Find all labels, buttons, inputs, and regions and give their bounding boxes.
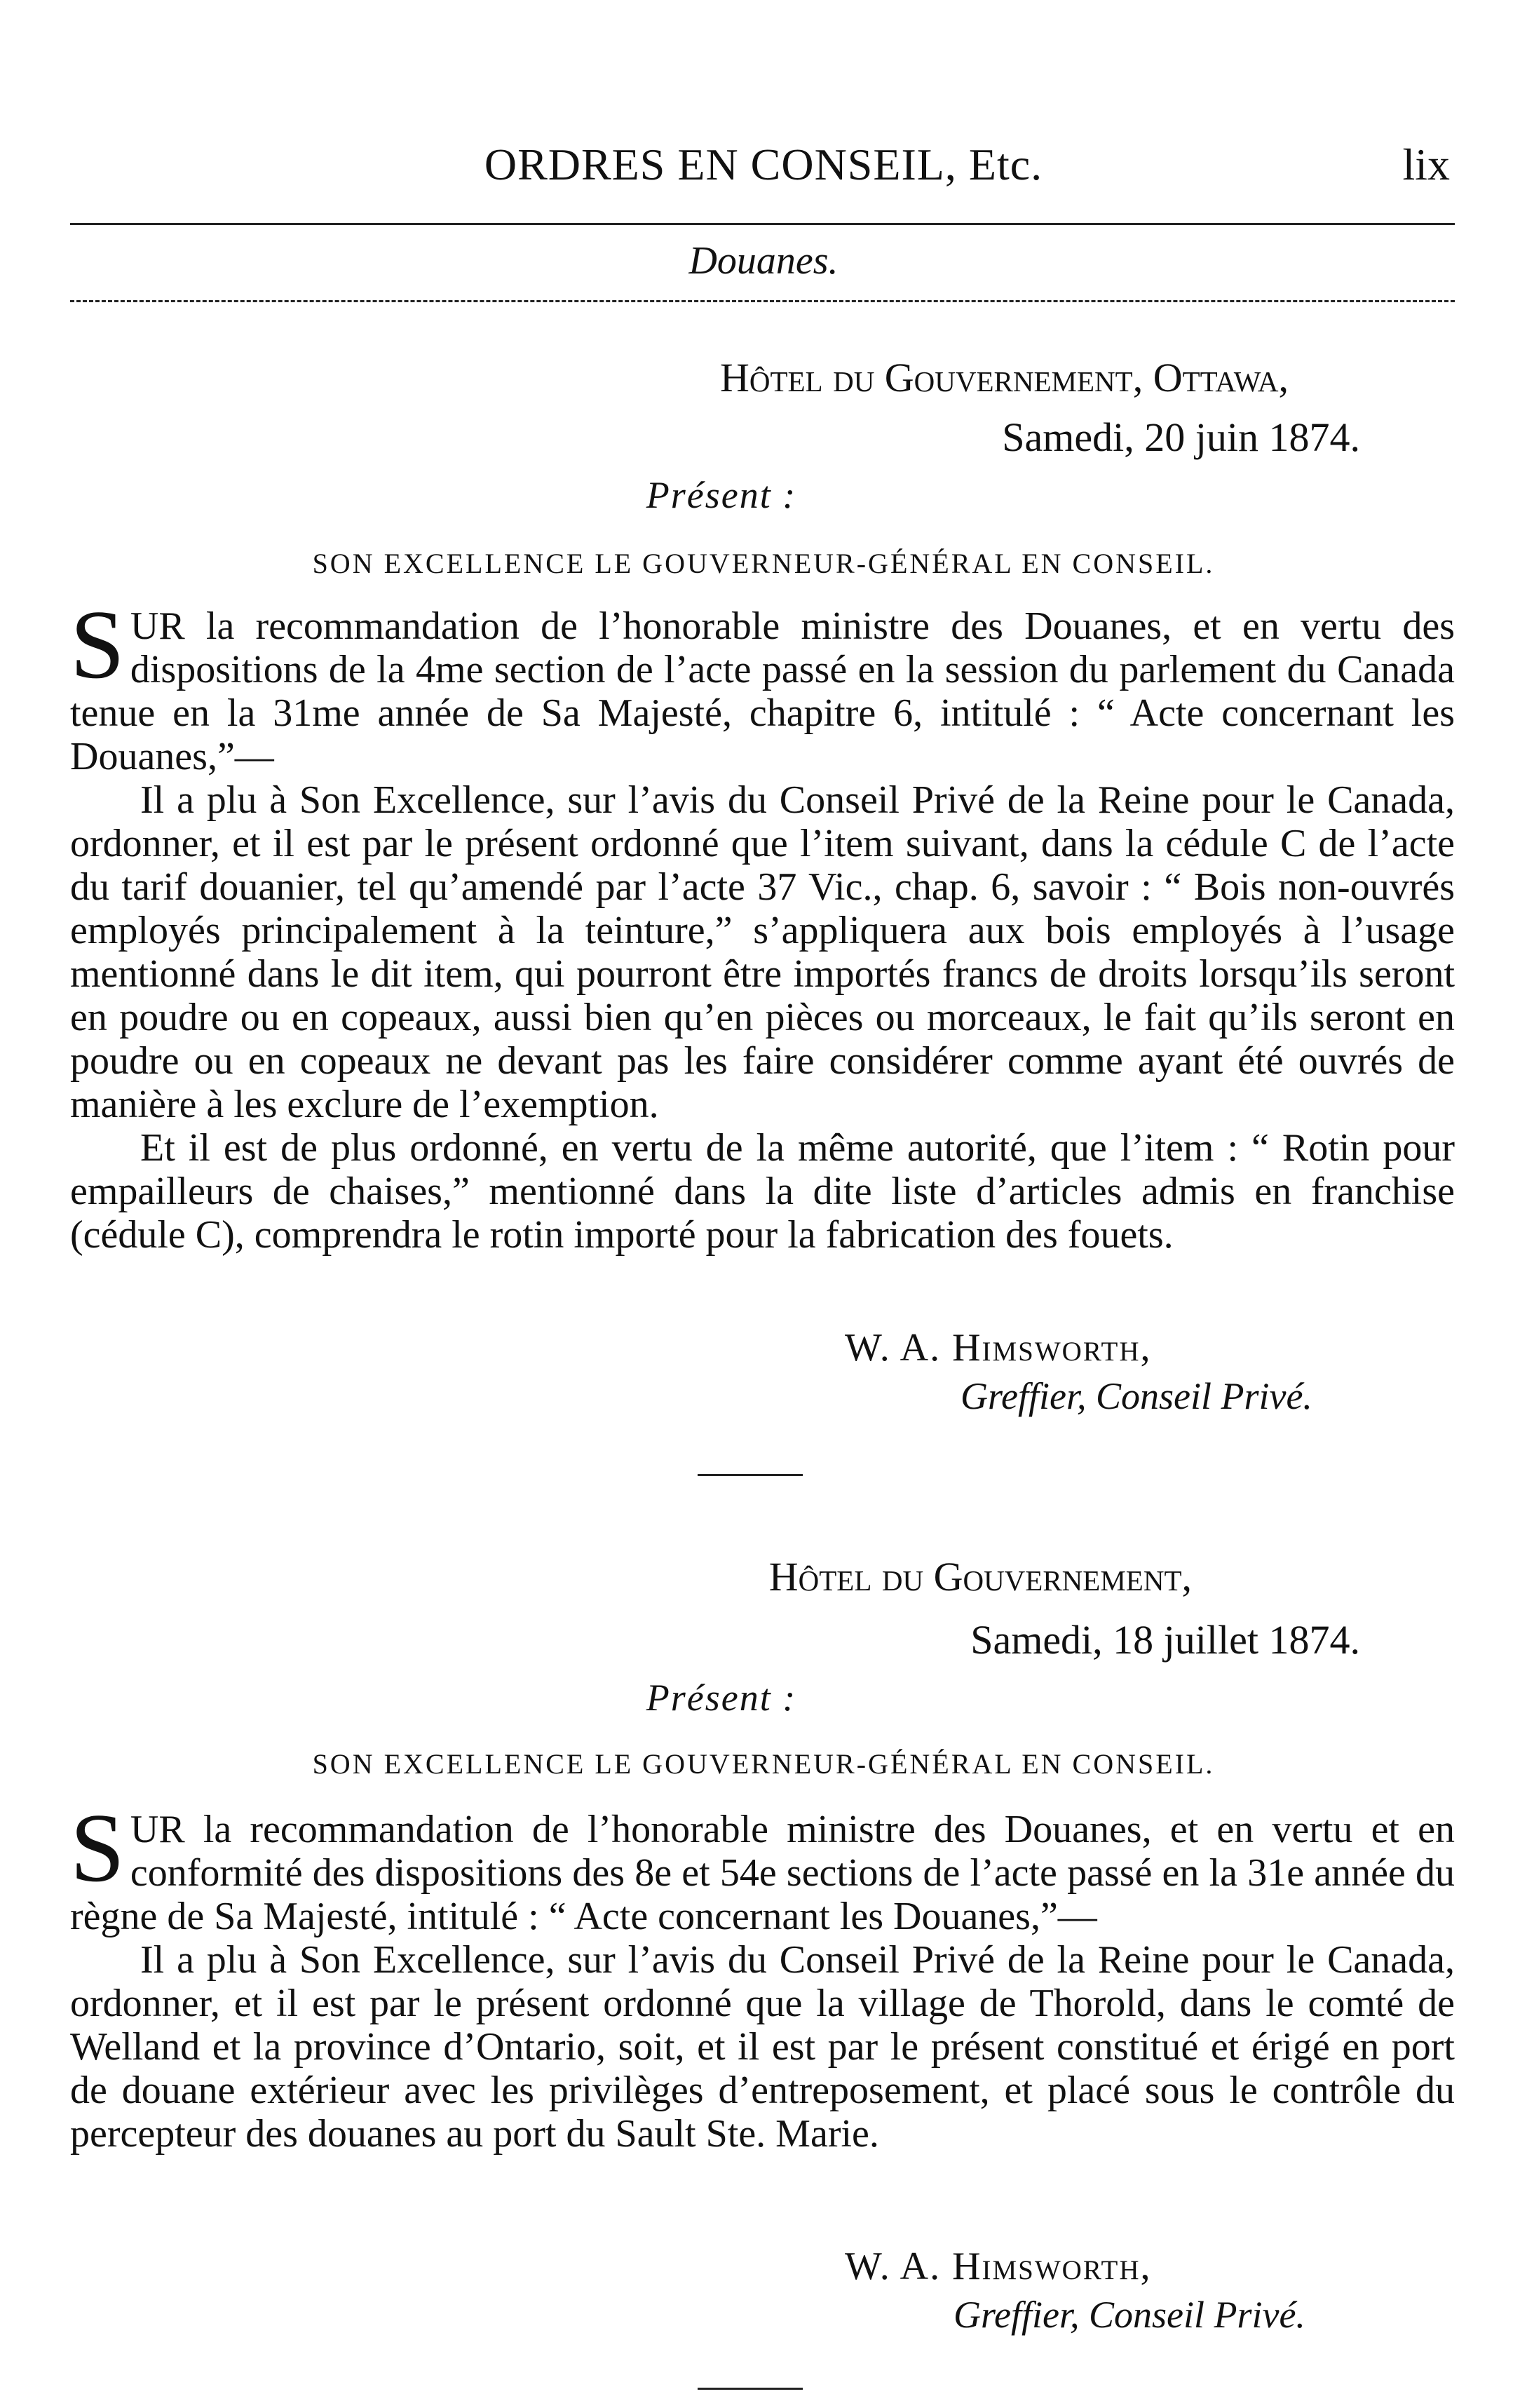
section-rule [70, 300, 1455, 302]
order-2-paragraph-2: Il a plu à Son Excellence, sur l’avis du Conseil Privé de la Reine pour le Canada, ordonner, et il est par le présent ordonné que la village de Thorold, dans le comté de Welland et la province d’Ontario, soit, et il est par le présent constitué et érigé en port de douane extérieur avec les privilèges d’entreposement, et placé sous le contrôle du percepteur des douanes au port du Sault Ste. Marie. [70, 1938, 1455, 2156]
order-1-location: Hôtel du Gouvernement, Ottawa, [719, 355, 1289, 400]
bottom-rule [698, 2388, 803, 2390]
order-separator-rule [698, 1474, 803, 1476]
order-1-body [70, 590, 1455, 1257]
running-header-title: ORDRES EN CONSEIL, Etc. [484, 140, 1043, 189]
order-2-drop-cap: S [70, 1794, 125, 1902]
order-2-present: Présent : [646, 1677, 797, 1719]
order-1-paragraph-2: Il a plu à Son Excellence, sur l’avis du Conseil Privé de la Reine pour le Canada, ordonner, et il est par le présent ordonné que l’item suivant, dans la cédule C de l’acte du tarif douanier, tel qu’amendé par l’acte 37 Vic., chap. 6, savoir : “ Bois non-ouvrés employés principalement à la teinture,” s’appliquera aux bois employés à l’usage mentionné dans le dit item, qui pourront être importés francs de droits lorsqu’ils seront en poudre ou en copeaux, aussi bien qu’en pièces ou morceaux, le fait qu’ils seront en poudre ou en copeaux ne devant pas les faire considérer comme ayant été ouvrés de manière à les exclure de l’exemption. [70, 778, 1455, 1126]
order-2-excellence: SON EXCELLENCE LE GOUVERNEUR-GÉNÉRAL EN CONSEIL. [312, 1748, 1215, 1780]
header-rule [70, 223, 1455, 225]
order-1-signature-name: W. A. Himsworth, [845, 1326, 1152, 1369]
order-2-signature-name: W. A. Himsworth, [845, 2245, 1152, 2288]
order-1-present: Présent : [646, 474, 797, 516]
order-1-date: Samedi, 20 juin 1874. [1002, 414, 1360, 460]
page-number: lix [1402, 140, 1450, 189]
order-1-paragraph-1: SUR la recommandation de l’honorable ministre des Douanes, et en vertu des dispositions de la 4me section de l’acte passé en la session du parlement du Canada tenue en la 31me année de Sa Majesté, chapitre 6, intitulé : “ Acte concernant les Douanes,”— [70, 590, 1455, 778]
order-1-signature-title: Greffier, Conseil Privé. [961, 1375, 1312, 1417]
section-title: Douanes. [688, 239, 839, 283]
order-2-signature-title: Greffier, Conseil Privé. [953, 2294, 1305, 2336]
order-2-date: Samedi, 18 juillet 1874. [970, 1617, 1360, 1663]
order-2-body [70, 1794, 1455, 2156]
order-1-drop-cap: S [70, 590, 125, 699]
order-2-location: Hôtel du Gouvernement, [768, 1554, 1192, 1599]
order-1-excellence: SON EXCELLENCE LE GOUVERNEUR-GÉNÉRAL EN CONSEIL. [312, 548, 1215, 579]
order-2-paragraph-1: SUR la recommandation de l’honorable ministre des Douanes, et en vertu et en conformité des dispositions des 8e et 54e sections de l’acte passé en la 31e année du règne de Sa Majesté, intitulé : “ Acte concernant les Douanes,”— [70, 1794, 1455, 1938]
order-1-paragraph-3: Et il est de plus ordonné, en vertu de la même autorité, que l’item : “ Rotin pour empailleurs de chaises,” mentionné dans la dite liste d’articles admis en franchise (cédule C), comprendra le rotin importé pour la fabrication des fouets. [70, 1126, 1455, 1257]
